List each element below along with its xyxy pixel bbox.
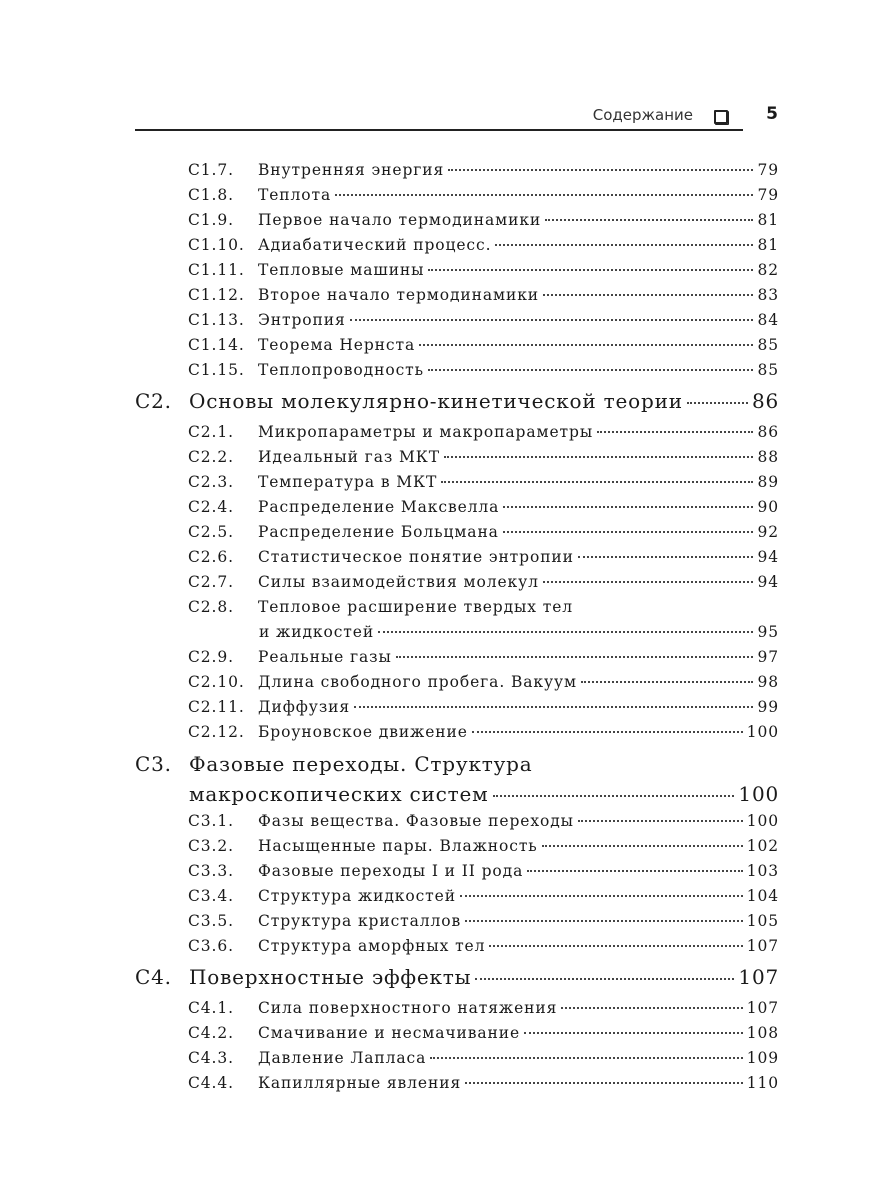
- entry-page-number: 100: [746, 812, 779, 830]
- entry-page-number: 100: [738, 782, 779, 806]
- dot-leader: [419, 344, 753, 346]
- entry-title: Структура жидкостей: [258, 887, 456, 905]
- entry-number: С3.: [135, 752, 172, 776]
- entry-number: С1.12.: [188, 286, 245, 304]
- entry-title: Длина свободного пробега. Вакуум: [258, 673, 577, 691]
- entry-title-continued: макроскопических систем: [189, 782, 489, 806]
- entry-number: С2.1.: [188, 423, 234, 441]
- entry-number: С1.9.: [188, 211, 234, 229]
- toc-section-entry[interactable]: [135, 1046, 779, 1071]
- toc-section-entry[interactable]: [135, 909, 779, 934]
- entry-number: С1.10.: [188, 236, 245, 254]
- entry-page-number: 94: [757, 573, 779, 591]
- page-number: 5: [766, 104, 778, 124]
- entry-number: С2.6.: [188, 548, 234, 566]
- entry-title: Давление Лапласа: [258, 1049, 427, 1067]
- toc-section-entry[interactable]: [135, 445, 779, 470]
- entry-page-number: 90: [757, 498, 779, 516]
- entry-title: Структура аморфных тел: [258, 937, 486, 955]
- entry-title: Микропараметры и макропараметры: [258, 423, 594, 441]
- entry-number: С2.3.: [188, 473, 234, 491]
- dot-leader: [578, 556, 754, 558]
- entry-page-number: 92: [757, 523, 779, 541]
- toc-section-entry[interactable]: [135, 358, 779, 383]
- entry-page-number: 95: [757, 623, 779, 641]
- entry-page-number: 88: [757, 448, 779, 466]
- entry-title: Поверхностные эффекты: [189, 965, 472, 989]
- dot-leader: [472, 731, 743, 733]
- entry-number: С1.15.: [188, 361, 245, 379]
- entry-page-number: 102: [746, 837, 779, 855]
- entry-title: Второе начало термодинамики: [258, 286, 540, 304]
- entry-title: Энтропия: [258, 311, 346, 329]
- entry-title: Диффузия: [258, 698, 351, 716]
- entry-number: С3.1.: [188, 812, 234, 830]
- entry-page-number: 79: [757, 161, 779, 179]
- entry-title: Фазовые переходы. Структура: [189, 752, 533, 776]
- entry-number: С2.5.: [188, 523, 234, 541]
- entry-number: С3.6.: [188, 937, 234, 955]
- entry-number: С4.3.: [188, 1049, 234, 1067]
- entry-page-number: 100: [746, 723, 779, 741]
- entry-title: Адиабатический процесс.: [258, 236, 492, 254]
- toc-section-entry[interactable]: [135, 645, 779, 670]
- dot-leader: [503, 506, 753, 508]
- entry-number: С4.1.: [188, 999, 234, 1017]
- entry-title: Внутренняя энергия: [258, 161, 445, 179]
- entry-page-number: 81: [757, 211, 779, 229]
- entry-number: С4.2.: [188, 1024, 234, 1042]
- toc-section-entry[interactable]: [135, 308, 779, 333]
- entry-page-number: 85: [757, 336, 779, 354]
- toc-section-entry[interactable]: [135, 570, 779, 595]
- entry-title: Температура в МКТ: [258, 473, 438, 491]
- dot-leader: [460, 895, 743, 897]
- entry-page-number: 97: [757, 648, 779, 666]
- dot-leader: [428, 369, 754, 371]
- entry-page-number: 103: [746, 862, 779, 880]
- entry-number: С2.8.: [188, 598, 234, 616]
- entry-title-continued: и жидкостей: [259, 623, 375, 641]
- toc-section-entry[interactable]: [135, 809, 779, 834]
- entry-number: С3.3.: [188, 862, 234, 880]
- toc-section-entry-continuation[interactable]: [135, 620, 779, 645]
- entry-number: С2.10.: [188, 673, 245, 691]
- entry-number: С2.11.: [188, 698, 245, 716]
- entry-title: Статистическое понятие энтропии: [258, 548, 574, 566]
- dot-leader: [581, 681, 753, 683]
- header-rule: [135, 129, 743, 131]
- toc-section-entry[interactable]: [135, 884, 779, 909]
- dot-leader: [444, 456, 754, 458]
- entry-number: С3.5.: [188, 912, 234, 930]
- toc-section-entry[interactable]: [135, 720, 779, 745]
- dot-leader: [335, 194, 753, 196]
- entry-page-number: 86: [751, 389, 779, 413]
- toc-section-entry[interactable]: [135, 520, 779, 545]
- entry-page-number: 108: [746, 1024, 779, 1042]
- dot-leader: [465, 920, 743, 922]
- entry-page-number: 79: [757, 186, 779, 204]
- entry-title: Капиллярные явления: [258, 1074, 462, 1092]
- entry-page-number: 86: [757, 423, 779, 441]
- entry-number: С1.11.: [188, 261, 245, 279]
- dot-leader: [428, 269, 753, 271]
- toc-chapter-entry[interactable]: [135, 959, 779, 996]
- entry-number: С1.13.: [188, 311, 245, 329]
- dot-leader: [354, 706, 753, 708]
- entry-page-number: 105: [746, 912, 779, 930]
- dot-leader: [578, 820, 743, 822]
- entry-number: С1.7.: [188, 161, 234, 179]
- dot-leader: [597, 431, 753, 433]
- toc-chapter-entry[interactable]: [135, 749, 779, 779]
- entry-number: С4.4.: [188, 1074, 234, 1092]
- entry-title: Теплопроводность: [258, 361, 424, 379]
- toc-section-entry[interactable]: [135, 495, 779, 520]
- entry-page-number: 84: [757, 311, 779, 329]
- entry-page-number: 107: [746, 937, 779, 955]
- entry-title: Броуновское движение: [258, 723, 468, 741]
- entry-title: Первое начало термодинамики: [258, 211, 542, 229]
- toc-section-entry[interactable]: [135, 183, 779, 208]
- dot-leader: [475, 978, 734, 980]
- toc-section-entry[interactable]: [135, 1021, 779, 1046]
- toc-section-entry[interactable]: [135, 859, 779, 884]
- entry-title: Распределение Максвелла: [258, 498, 500, 516]
- dot-leader: [545, 219, 753, 221]
- dot-leader: [495, 244, 753, 246]
- toc-section-entry[interactable]: [135, 470, 779, 495]
- table-of-contents: [135, 158, 779, 1096]
- dot-leader: [493, 795, 735, 797]
- dot-leader: [543, 294, 753, 296]
- toc-chapter-entry[interactable]: [135, 383, 779, 420]
- dot-leader: [350, 319, 754, 321]
- dot-leader: [378, 631, 753, 633]
- toc-section-entry[interactable]: [135, 934, 779, 959]
- toc-section-entry[interactable]: [135, 670, 779, 695]
- toc-section-entry[interactable]: [135, 1071, 779, 1096]
- entry-page-number: 107: [738, 965, 779, 989]
- toc-section-entry[interactable]: [135, 158, 779, 183]
- entry-title: Силы взаимодействия молекул: [258, 573, 539, 591]
- dot-leader: [503, 531, 754, 533]
- entry-title: Тепловое расширение твердых тел: [258, 598, 574, 616]
- entry-title: Фазы вещества. Фазовые переходы: [258, 812, 574, 830]
- entry-title: Теплота: [258, 186, 332, 204]
- entry-page-number: 99: [757, 698, 779, 716]
- toc-section-entry[interactable]: [135, 233, 779, 258]
- toc-section-entry[interactable]: [135, 595, 779, 620]
- toc-section-entry[interactable]: [135, 208, 779, 233]
- entry-page-number: 98: [757, 673, 779, 691]
- toc-section-entry[interactable]: [135, 283, 779, 308]
- entry-number: С2.12.: [188, 723, 245, 741]
- entry-page-number: 110: [746, 1074, 779, 1092]
- entry-title: Сила поверхностного натяжения: [258, 999, 558, 1017]
- dot-leader: [448, 169, 753, 171]
- entry-title: Теорема Нернста: [258, 336, 416, 354]
- square-bullet-icon: [714, 110, 728, 124]
- entry-number: С2.4.: [188, 498, 234, 516]
- running-header: [135, 102, 780, 130]
- entry-page-number: 94: [757, 548, 779, 566]
- toc-chapter-entry-continuation[interactable]: [135, 779, 779, 809]
- running-header-title: Содержание: [592, 106, 693, 124]
- entry-number: С1.14.: [188, 336, 245, 354]
- entry-page-number: 81: [757, 236, 779, 254]
- toc-section-entry[interactable]: [135, 695, 779, 720]
- entry-number: С3.2.: [188, 837, 234, 855]
- entry-title: Фазовые переходы I и II рода: [258, 862, 524, 880]
- entry-page-number: 83: [757, 286, 779, 304]
- dot-leader: [396, 656, 754, 658]
- entry-title: Основы молекулярно-кинетической теории: [189, 389, 683, 413]
- dot-leader: [465, 1082, 743, 1084]
- dot-leader: [524, 1032, 743, 1034]
- dot-leader: [430, 1057, 742, 1059]
- entry-title: Распределение Больцмана: [258, 523, 499, 541]
- dot-leader: [561, 1007, 742, 1009]
- entry-title: Структура кристаллов: [258, 912, 462, 930]
- toc-section-entry[interactable]: [135, 996, 779, 1021]
- entry-number: С2.7.: [188, 573, 234, 591]
- dot-leader: [441, 481, 753, 483]
- entry-title: Тепловые машины: [258, 261, 425, 279]
- dot-leader: [542, 845, 743, 847]
- entry-number: С2.9.: [188, 648, 234, 666]
- entry-number: С2.2.: [188, 448, 234, 466]
- entry-title: Идеальный газ МКТ: [258, 448, 440, 466]
- entry-title: Насыщенные пары. Влажность: [258, 837, 538, 855]
- entry-page-number: 89: [757, 473, 779, 491]
- entry-number: С3.4.: [188, 887, 234, 905]
- entry-page-number: 82: [757, 261, 779, 279]
- toc-section-entry[interactable]: [135, 333, 779, 358]
- dot-leader: [687, 402, 748, 404]
- entry-title: Реальные газы: [258, 648, 392, 666]
- entry-page-number: 109: [746, 1049, 779, 1067]
- toc-section-entry[interactable]: [135, 545, 779, 570]
- entry-page-number: 104: [746, 887, 779, 905]
- entry-number: С4.: [135, 965, 172, 989]
- dot-leader: [543, 581, 754, 583]
- dot-leader: [489, 945, 742, 947]
- entry-number: С2.: [135, 389, 172, 413]
- dot-leader: [527, 870, 742, 872]
- toc-section-entry[interactable]: [135, 834, 779, 859]
- toc-section-entry[interactable]: [135, 420, 779, 445]
- entry-page-number: 107: [746, 999, 779, 1017]
- toc-section-entry[interactable]: [135, 258, 779, 283]
- entry-number: С1.8.: [188, 186, 234, 204]
- entry-title: Смачивание и несмачивание: [258, 1024, 521, 1042]
- entry-page-number: 85: [757, 361, 779, 379]
